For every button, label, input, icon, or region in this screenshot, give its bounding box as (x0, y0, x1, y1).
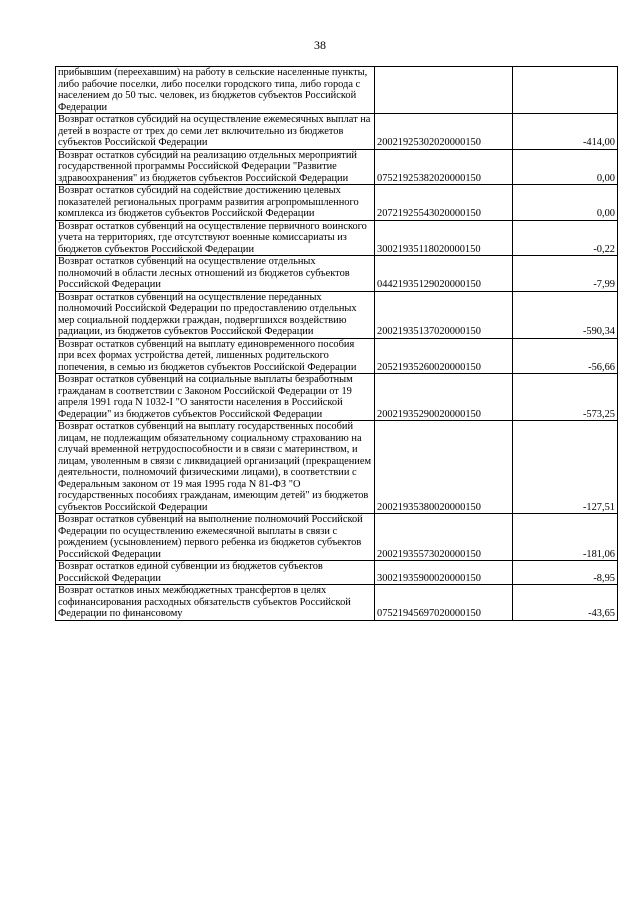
row-amount-cell: 0,00 (513, 149, 618, 185)
table-row (56, 338, 618, 374)
row-code-cell (375, 67, 513, 114)
row-amount-cell: -590,34 (513, 291, 618, 338)
table-row (56, 67, 618, 114)
table-row (56, 220, 618, 256)
row-code-cell: 30021935900020000150 (375, 561, 513, 585)
row-amount-cell: -43,65 (513, 585, 618, 621)
row-code-cell: 20021925302020000150 (375, 114, 513, 150)
row-code-cell: 04421935129020000150 (375, 256, 513, 292)
row-amount-cell (513, 67, 618, 114)
row-code-cell: 30021935118020000150 (375, 220, 513, 256)
row-name-cell: Возврат остатков единой субвенции из бюджетов субъектов Российской Федерации (56, 561, 375, 585)
table-row (56, 149, 618, 185)
row-name-cell: Возврат остатков субвенций на выполнение полномочий Российской Федерации по осуществлению ежемесячной выплаты в связи с рождением (усыновлением) первого ребенка из бюджетов субъектов Российской Федерации (56, 514, 375, 561)
row-amount-cell: -7,99 (513, 256, 618, 292)
row-amount-cell: -414,00 (513, 114, 618, 150)
row-code-cell: 20021935380020000150 (375, 421, 513, 514)
table-row (56, 421, 618, 514)
row-amount-cell: -127,51 (513, 421, 618, 514)
row-amount-cell: 0,00 (513, 185, 618, 221)
row-code-cell: 20021935290020000150 (375, 374, 513, 421)
row-name-cell: Возврат остатков субвенций на осуществление отдельных полномочий в области лесных отношений из бюджетов субъектов Российской Федерации (56, 256, 375, 292)
row-amount-cell: -0,22 (513, 220, 618, 256)
row-amount-cell: -181,06 (513, 514, 618, 561)
table-row (56, 561, 618, 585)
row-name-cell: Возврат остатков субвенций на выплату единовременного пособия при всех формах устройства детей, лишенных родительского попечения, в семью из бюджетов субъектов Российской Федерации (56, 338, 375, 374)
row-code-cell: 20021935573020000150 (375, 514, 513, 561)
table-row (56, 585, 618, 621)
row-name-cell: Возврат остатков иных межбюджетных трансфертов в целях софинансирования расходных обязательств субъектов Российской Федерации по финансовому (56, 585, 375, 621)
row-name-cell: Возврат остатков субвенций на осуществление первичного воинского учета на территориях, где отсутствуют военные комиссариаты из бюджетов субъектов Российской Федерации (56, 220, 375, 256)
table-row (56, 514, 618, 561)
row-amount-cell: -573,25 (513, 374, 618, 421)
row-name-cell: Возврат остатков субсидий на реализацию отдельных мероприятий государственной программы Российской Федерации "Развитие здравоохранения" из бюджетов субъектов Российской Федерации (56, 149, 375, 185)
row-name-cell: Возврат остатков субвенций на выплату государственных пособий лицам, не подлежащим обязательному социальному страхованию на случай временной нетрудоспособности и в связи с материнством, и лицам, уволенным в связи с ликвидацией организаций (прекращением деятельности, полномочий физическими лицами), в соответствии с Федеральным законом от 19 мая 1995 года N 81-ФЗ "О государственных пособиях гражданам, имеющим детей" из бюджетов субъектов Российской Федерации (56, 421, 375, 514)
table-body (56, 67, 618, 621)
row-name-cell: Возврат остатков субсидий на осуществление ежемесячных выплат на детей в возрасте от трех до семи лет включительно из бюджетов субъектов Российской Федерации (56, 114, 375, 150)
row-code-cell: 20021935137020000150 (375, 291, 513, 338)
row-code-cell: 20521935260020000150 (375, 338, 513, 374)
row-name-cell: Возврат остатков субсидий на содействие достижению целевых показателей региональных программ развития агропромышленного комплекса из бюджетов субъектов Российской Федерации (56, 185, 375, 221)
page-number: 38 (314, 38, 326, 52)
budget-return-table (55, 66, 618, 621)
row-code-cell: 07521945697020000150 (375, 585, 513, 621)
row-amount-cell: -56,66 (513, 338, 618, 374)
row-name-cell: Возврат остатков субвенций на осуществление переданных полномочий Российской Федерации по предоставлению отдельных мер социальной поддержки граждан, подвергшихся воздействию радиации, из бюджетов субъектов Российской Федерации (56, 291, 375, 338)
table-row (56, 374, 618, 421)
row-name-cell: прибывшим (переехавшим) на работу в сельские населенные пункты, либо рабочие поселки, либо поселки городского типа, либо города с населением до 50 тыс. человек, из бюджетов субъектов Российской Федерации (56, 67, 375, 114)
row-name-cell: Возврат остатков субвенций на социальные выплаты безработным гражданам в соответствии с Законом Российской Федерации от 19 апреля 1991 года N 1032-I "О занятости населения в Российской Федерации" из бюджетов субъектов Российской Федерации (56, 374, 375, 421)
table-row (56, 256, 618, 292)
row-code-cell: 07521925382020000150 (375, 149, 513, 185)
table-row (56, 291, 618, 338)
row-code-cell: 20721925543020000150 (375, 185, 513, 221)
row-amount-cell: -8,95 (513, 561, 618, 585)
table-row (56, 185, 618, 221)
table-row (56, 114, 618, 150)
